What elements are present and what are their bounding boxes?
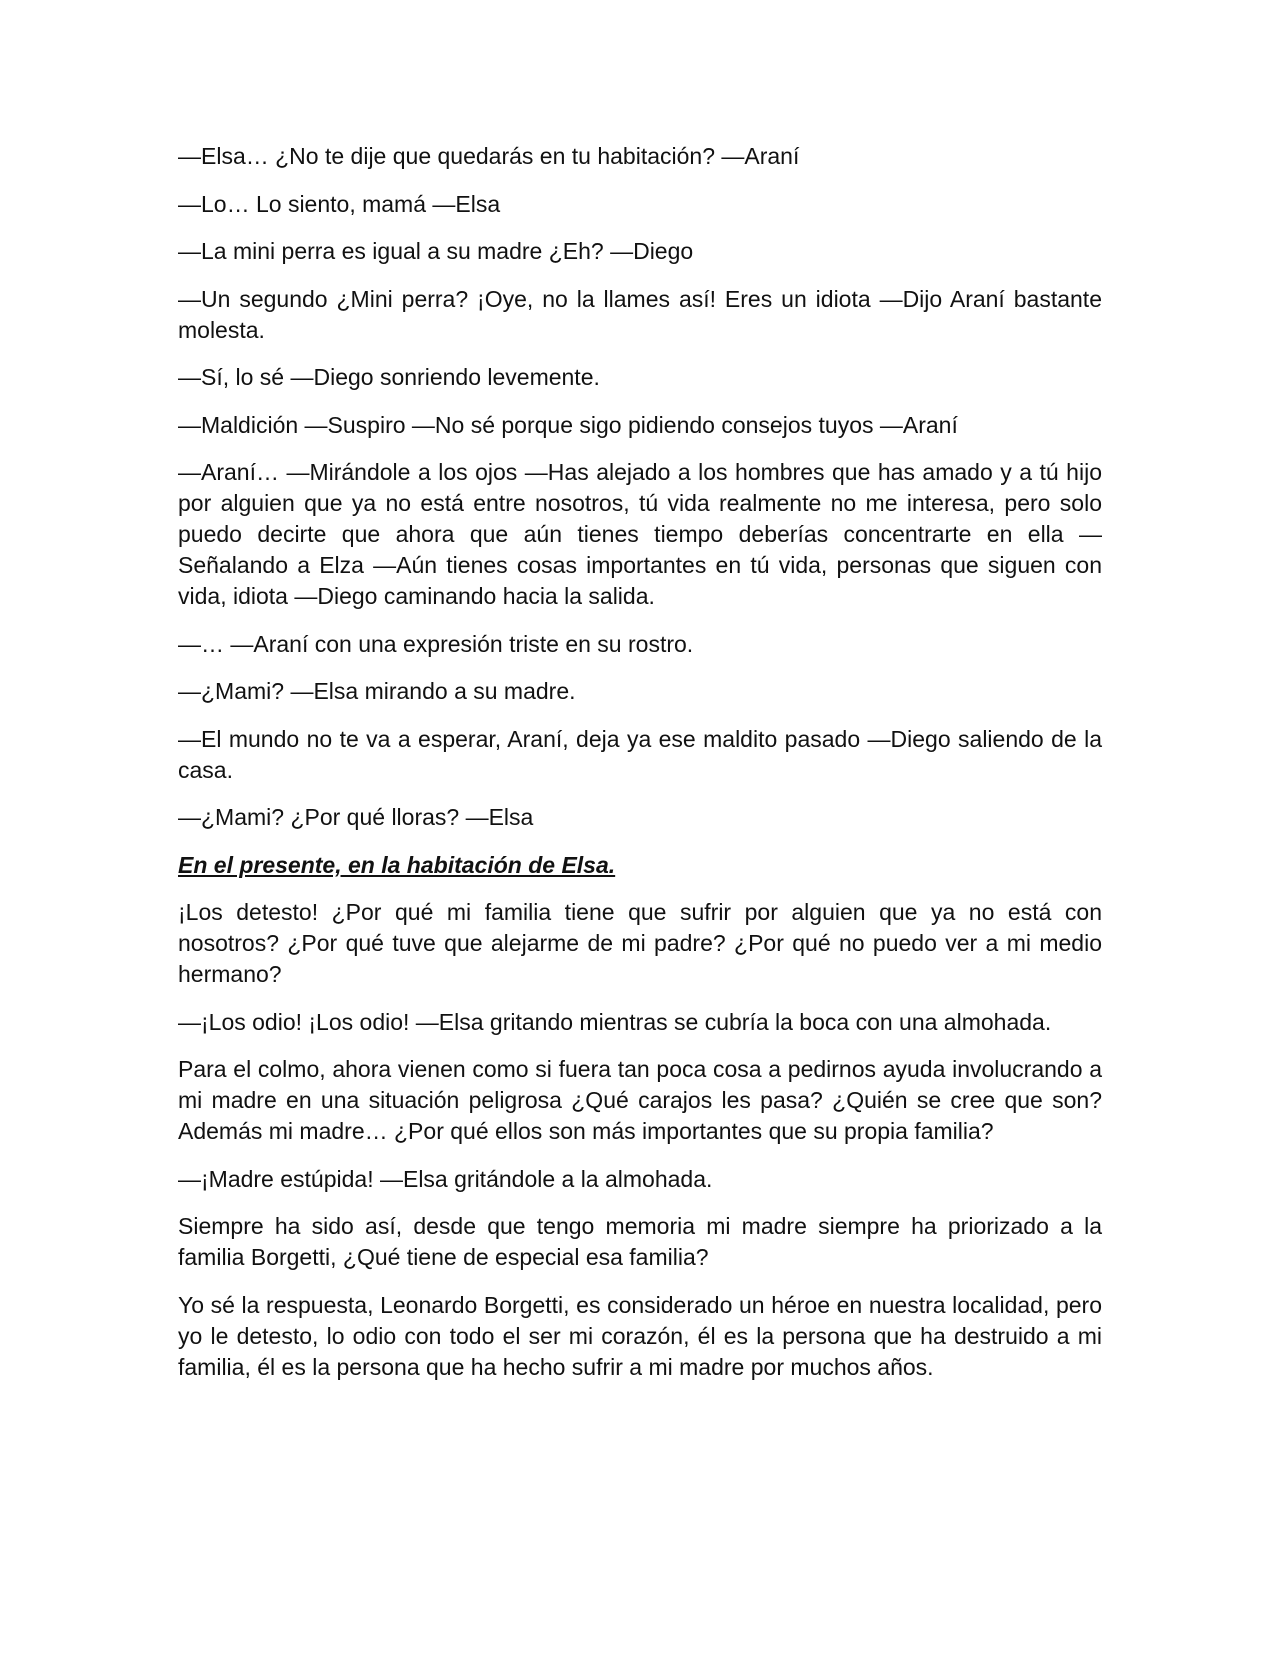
section-heading: En el presente, en la habitación de Elsa.: [178, 851, 616, 878]
paragraph: Yo sé la respuesta, Leonardo Borgetti, es considerado un héroe en nuestra localidad, pero yo le detesto, lo odio con todo el ser mi corazón, él es la persona que ha destruido a mi familia, él es la persona que ha hecho sufrir a mi madre por muchos años.: [178, 1291, 1102, 1380]
paragraph: —¿Mami? ¿Por qué lloras? —Elsa: [178, 804, 534, 830]
paragraph: —Lo… Lo siento, mamá —Elsa: [178, 190, 501, 217]
paragraph: —¡Madre estúpida! —Elsa gritándole a la almohada.: [178, 1165, 713, 1192]
paragraph: —Un segundo ¿Mini perra? ¡Oye, no la llames así! Eres un idiota —Dijo Araní bastante molesta.: [178, 285, 1102, 343]
paragraph: —El mundo no te va a esperar, Araní, deja ya ese maldito pasado —Diego saliendo de la casa.: [178, 725, 1102, 783]
paragraph: ¡Los detesto! ¿Por qué mi familia tiene que sufrir por alguien que ya no está con nosotros? ¿Por qué tuve que alejarme de mi padre? ¿Por qué no puedo ver a mi medio hermano?: [178, 899, 1102, 987]
paragraph: —¿Mami? —Elsa mirando a su madre.: [178, 678, 576, 704]
paragraph: —La mini perra es igual a su madre ¿Eh? —Diego: [178, 238, 694, 264]
document-page: [178, 141, 1102, 1399]
paragraph: —¡Los odio! ¡Los odio! —Elsa gritando mientras se cubría la boca con una almohada.: [178, 1008, 1052, 1035]
paragraph: —Sí, lo sé —Diego sonriendo levemente.: [178, 364, 600, 390]
paragraph: Siempre ha sido así, desde que tengo memoria mi madre siempre ha priorizado a la familia Borgetti, ¿Qué tiene de especial esa familia?: [178, 1213, 1102, 1270]
paragraph: —… —Araní con una expresión triste en su rostro.: [178, 630, 694, 657]
paragraph: —Elsa… ¿No te dije que quedarás en tu habitación? —Araní: [178, 143, 800, 169]
paragraph: —Araní… —Mirándole a los ojos —Has alejado a los hombres que has amado y a tú hijo por alguien que ya no está entre nosotros, tú vida realmente no me interesa, pero solo puedo decirte que ahora que aún tienes tiempo deberías concentrarte en ella —Señalando a Elza —Aún tienes cosas importantes en tú vida, personas que siguen con vida, idiota —Diego caminando hacia la salida.: [178, 459, 1102, 609]
paragraph: Para el colmo, ahora vienen como si fuera tan poca cosa a pedirnos ayuda involucrando a mi madre en una situación peligrosa ¿Qué carajos les pasa? ¿Quién se cree que son? Además mi madre… ¿Por qué ellos son más importantes que su propia familia?: [178, 1056, 1102, 1144]
paragraph: —Maldición —Suspiro —No sé porque sigo pidiendo consejos tuyos —Araní: [178, 411, 958, 438]
